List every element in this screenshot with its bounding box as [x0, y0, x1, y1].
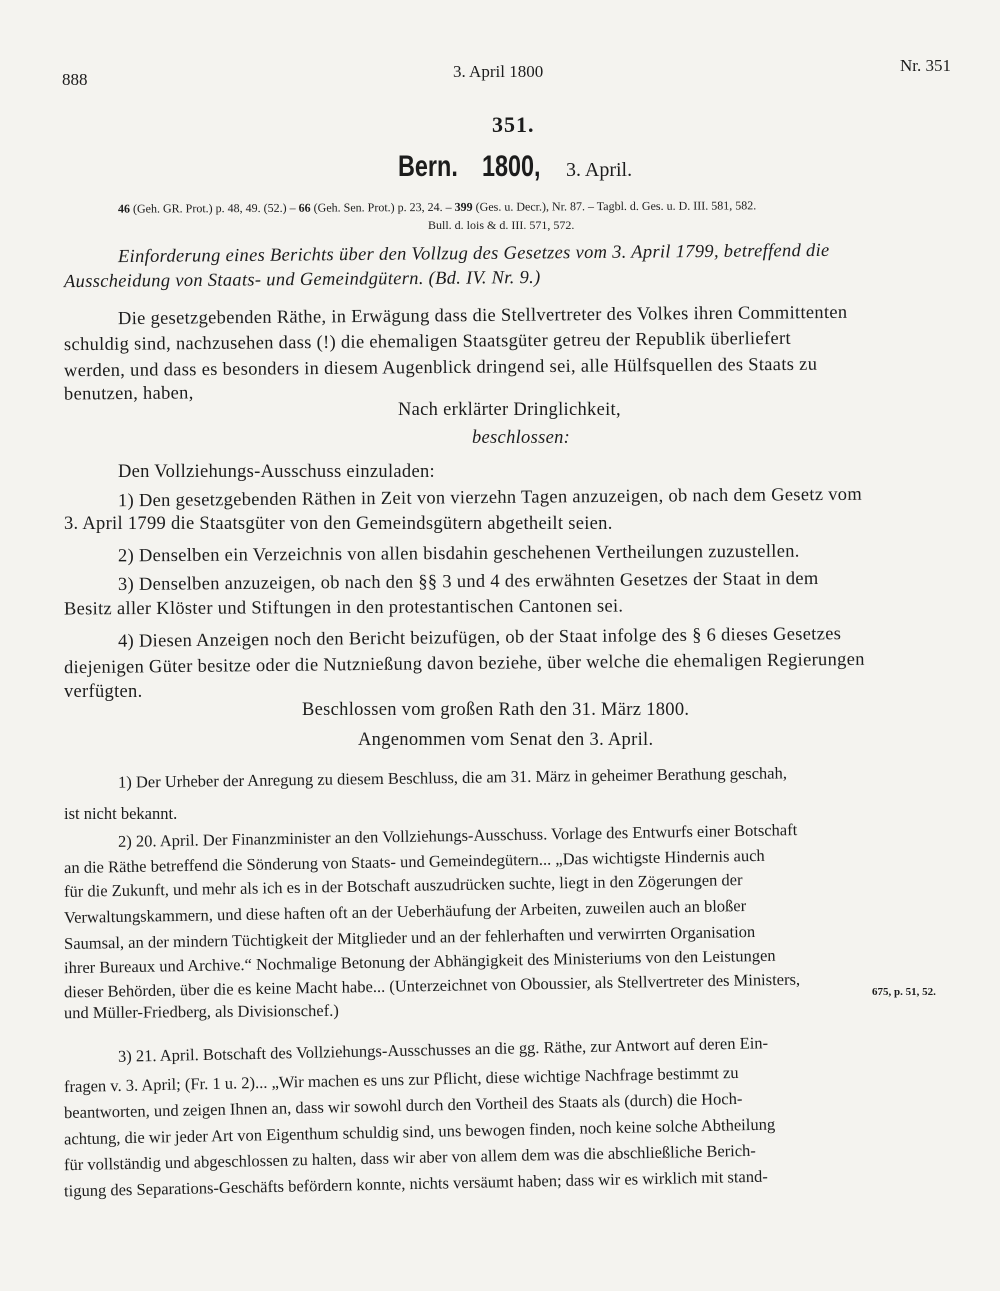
note-line: tigung des Separations-Geschäfts befördern konnte, nichts versäumt haben; dass wir es wirklich mit stand-	[63, 1166, 768, 1201]
ref-sen-number: 66	[298, 200, 311, 215]
subject-line-2: Ausscheidung von Staats- und Gemeindgütern. (Bd. IV. Nr. 9.)	[63, 267, 541, 293]
body-line: werden, und dass es besonders in diesem Augenblick dringend sei, alle Hülfsquellen des Staats zu	[63, 354, 818, 382]
body-line: schuldig sind, nachzusehen dass (!) die ehemaligen Staatsgüter getreu der Republik überliefert	[63, 328, 791, 356]
item-line: verfügten.	[64, 682, 143, 702]
document-heading	[398, 150, 632, 184]
note-line: 2) 20. April. Der Finanzminister an den Vollziehungs-Ausschuss. Vorlage des Entwurfs einer Botschaft	[117, 820, 798, 851]
item-line: 3) Denselben anzuzeigen, ob nach den §§ 3 und 4 des erwähnten Gesetzes der Staat in dem	[117, 568, 819, 596]
item-line: 3. April 1799 die Staatsgüter von den Gemeindsgütern abgetheilt seien.	[64, 514, 613, 534]
note-line: ihrer Bureaux und Archive.“ Nochmalige Betonung der Abhängigkeit des Ministeriums von den Leistungen	[63, 945, 776, 978]
item-line: 1) Den gesetzgebenden Räthen in Zeit von vierzehn Tagen anzuzeigen, ob nach dem Gesetz vom	[117, 484, 863, 512]
subject-line-1: Einforderung eines Berichts über den Vollzug des Gesetzes vom 3. April 1799, betreffend die	[117, 240, 830, 268]
note-line: ist nicht bekannt.	[64, 804, 178, 823]
note-line: für vollständig und abgeschlossen zu halten, dass wir aber von allem dem was die abschließliche Berich-	[63, 1140, 757, 1175]
document-number: 351.	[492, 112, 535, 137]
closing-senate: Angenommen vom Senat den 3. April.	[358, 730, 654, 750]
note-line: dieser Behörden, über die es keine Macht habe... (Unterzeichnet von Oboussier, als Stellvertreter des Ministers,	[63, 969, 801, 1002]
source-references	[118, 198, 756, 216]
ref-ges-source: (Ges. u. Decr.), Nr. 87. – Tagbl. d. Ges. u. D. III. 581, 582.	[475, 198, 757, 214]
note-line: 3) 21. April. Botschaft des Vollziehungs-Ausschusses an die gg. Räthe, zur Antwort auf deren Ein-	[117, 1033, 769, 1066]
running-date: 3. April 1800	[453, 62, 544, 81]
note-line: fragen v. 3. April; (Fr. 1 u. 2)... „Wir machen es uns zur Pflicht, diese wichtige Nachfrage bestimmt zu	[63, 1062, 739, 1097]
note-line: beantworten, und zeigen Ihnen an, dass wir sowohl durch den Vortheil des Staats als (durch) die Hoch-	[63, 1088, 743, 1123]
ref-gr-source: (Geh. GR. Prot.) p. 48, 49. (52.) –	[132, 200, 296, 216]
ref-ges-number: 399	[454, 199, 473, 214]
note-line: Verwaltungskammern, und diese haften oft an der Ueberhäufung der Arbeiten, zuweilen auch an bloßer	[63, 896, 747, 927]
item-line: Besitz aller Klöster und Stiftungen in den protestantischen Cantonen sei.	[63, 596, 624, 620]
invitation-line: Den Vollziehungs-Ausschuss einzuladen:	[118, 462, 435, 482]
note-line: an die Räthe betreffend die Sönderung von Staats- und Gemeindegütern... „Das wichtigste Hindernis auch	[63, 845, 765, 878]
note-line: und Müller-Friedberg, als Divisionschef.)	[63, 1000, 339, 1023]
note-line: 1) Der Urheber der Anregung zu diesem Beschluss, die am 31. März in geheimer Berathung geschah,	[117, 763, 788, 792]
urgency-clause: Nach erklärter Dringlichkeit,	[398, 400, 621, 420]
closing-grand-council: Beschlossen vom großen Rath den 31. März 1800.	[302, 700, 690, 720]
item-line: 4) Diesen Anzeigen noch den Bericht beizufügen, ob der Staat infolge des § 6 dieses Gesetzes	[117, 624, 842, 652]
note-archive-ref: 675, p. 51, 52.	[872, 986, 936, 998]
heading-place: Bern.	[398, 150, 458, 183]
ref-sen-source: (Geh. Sen. Prot.) p. 23, 24. –	[313, 199, 452, 215]
note-line: für die Zukunft, und mehr als ich es in der Botschaft auszudrücken suchte, liegt in den Zögerungen der	[63, 870, 743, 901]
source-references-line2: Bull. d. lois & d. III. 571, 572.	[428, 218, 575, 232]
running-doc-number: Nr. 351	[900, 56, 951, 75]
resolved-clause: beschlossen:	[472, 428, 571, 448]
note-line: Saumsal, an der mindern Tüchtigkeit der Mitglieder und an der fehlerhaften und verwirrten Organisation	[63, 921, 756, 954]
page-number: 888	[62, 70, 88, 89]
body-line: Die gesetzgebenden Räthe, in Erwägung dass die Stellvertreter des Volkes ihren Committenten	[117, 302, 848, 330]
heading-year: 1800,	[482, 150, 541, 183]
body-line: benutzen, haben,	[63, 383, 194, 405]
heading-day: 3. April.	[566, 159, 633, 181]
note-line: achtung, die wir jeder Art von Eigenthum schuldig sind, uns bewogen finden, noch keine solche Abtheilung	[63, 1114, 776, 1149]
ref-gr-number: 46	[117, 201, 131, 216]
item-line: 2) Denselben ein Verzeichnis von allen bisdahin geschehenen Vertheilungen zuzustellen.	[117, 541, 800, 567]
item-line: diejenigen Güter besitze oder die Nutznießung davon beziehe, über welche die ehemaligen Regierungen	[63, 649, 865, 679]
